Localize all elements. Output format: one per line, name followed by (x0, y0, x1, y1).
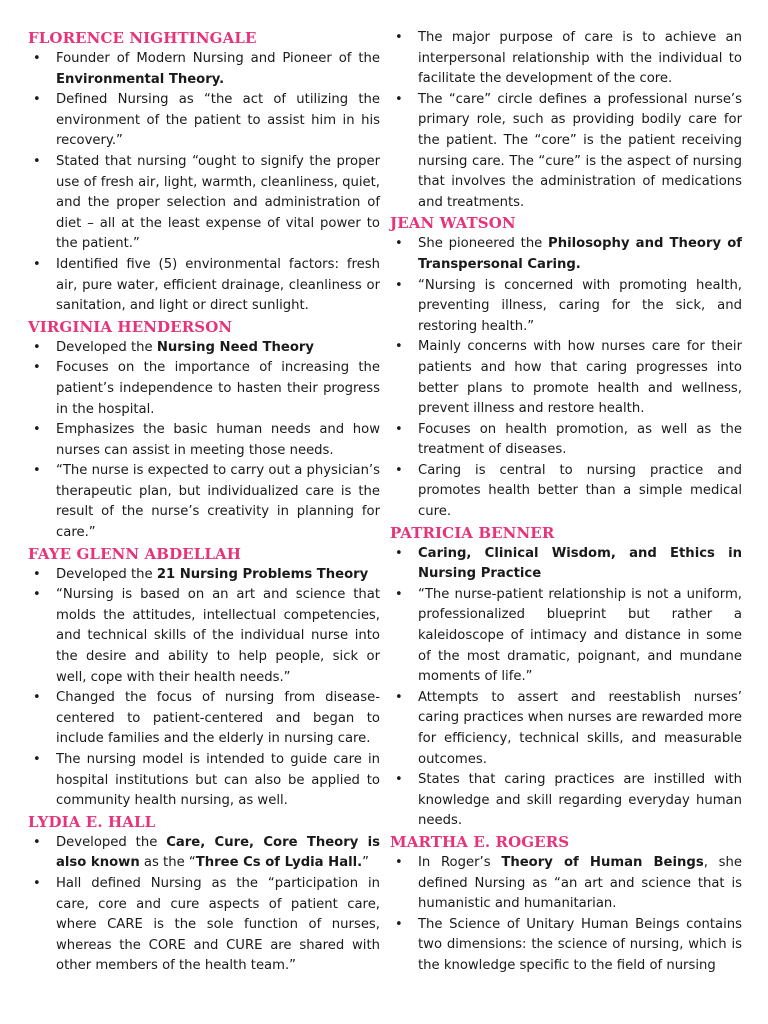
bullet-item: • The nursing model is intended to guide care in hospital institutions but can also be applied to community health nursing, as well. (28, 750, 380, 812)
bullet-item: • Mainly concerns with how nurses care for their patients and how that caring progresses into better plans to promote health and wellness, prevent illness and restore health. (390, 337, 742, 419)
bullet-list (390, 28, 742, 213)
bullet-item: • She pioneered the Philosophy and Theory of Transpersonal Caring. (390, 234, 742, 275)
bullet-list (28, 49, 380, 317)
bullet-item: • Focuses on the importance of increasing the patient’s independence to hasten their progress in the hospital. (28, 358, 380, 420)
bullet-item: • “The nurse is expected to carry out a physician’s therapeutic plan, but individualized care is the result of the nurse’s creativity in planning for care.” (28, 461, 380, 543)
bullet-item: • The “care” circle defines a professional nurse’s primary role, such as providing bodily care for the patient. The “core” is the patient receiving nursing care. The “cure” is the aspect of nursing that involves the administration of medications and treatments. (390, 90, 742, 214)
section-heading-virginia-henderson: VIRGINIA HENDERSON (28, 317, 233, 336)
section-heading-jean-watson: JEAN WATSON (390, 214, 516, 233)
bullet-item: • Hall defined Nursing as the “participation in care, core and cure aspects of patient care, where CARE is the sole function of nurses, whereas the CORE and CURE are shared with other members of the health team.” (28, 874, 380, 977)
bullet-list (390, 234, 742, 522)
left-column (28, 28, 380, 977)
section-heading-martha-e-rogers: MARTHA E. ROGERS (390, 832, 570, 851)
bullet-item: • States that caring practices are instilled with knowledge and skill regarding everyday human needs. (390, 770, 742, 832)
bullet-item: • Developed the 21 Nursing Problems Theory (28, 565, 380, 586)
bullet-item: • Emphasizes the basic human needs and how nurses can assist in meeting those needs. (28, 420, 380, 461)
bullet-list (28, 833, 380, 977)
bullet-item: • The major purpose of care is to achieve an interpersonal relationship with the individual to facilitate the development of the core. (390, 28, 742, 90)
bullet-item: • Developed the Care, Cure, Core Theory is also known as the “Three Cs of Lydia Hall.” (28, 833, 380, 874)
right-column (390, 28, 742, 977)
bullet-item: • Focuses on health promotion, as well as the treatment of diseases. (390, 420, 742, 461)
bullet-item: • “Nursing is concerned with promoting health, preventing illness, caring for the sick, and restoring health.” (390, 276, 742, 338)
bullet-list (28, 338, 380, 544)
bullet-item: • Stated that nursing “ought to signify the proper use of fresh air, light, warmth, cleanliness, quiet, and the proper selection and administration of diet – all at the least expense of vital power to the patient.” (28, 152, 380, 255)
section-heading-patricia-benner: PATRICIA BENNER (390, 523, 555, 542)
bullet-item: • The Science of Unitary Human Beings contains two dimensions: the science of nursing, which is the knowledge specific to the field of nursing (390, 915, 742, 977)
bullet-list (28, 565, 380, 812)
bullet-item: • In Roger’s Theory of Human Beings, she defined Nursing as “an art and science that is humanistic and humanitarian. (390, 853, 742, 915)
section-heading-faye-glenn-abdellah: FAYE GLENN ABDELLAH (28, 544, 242, 563)
bullet-item: • “Nursing is based on an art and science that molds the attitudes, intellectual competencies, and technical skills of the individual nurse into the desire and ability to help people, sick or well, cope with their health needs.” (28, 585, 380, 688)
bullet-item: • “The nurse-patient relationship is not a uniform, professionalized blueprint but rather a kaleidoscope of intimacy and distance in some of the most dramatic, poignant, and mundane moments of life.” (390, 585, 742, 688)
bullet-list (390, 544, 742, 832)
bullet-item: • Defined Nursing as “the act of utilizing the environment of the patient to assist him in his recovery.” (28, 90, 380, 152)
bullet-item: • Developed the Nursing Need Theory (28, 338, 380, 359)
bullet-item: • Identified five (5) environmental factors: fresh air, pure water, efficient drainage, cleanliness or sanitation, and light or direct sunlight. (28, 255, 380, 317)
bullet-item: • Caring is central to nursing practice and promotes health better than a simple medical cure. (390, 461, 742, 523)
bullet-item: • Attempts to assert and reestablish nurses’ caring practices when nurses are rewarded more for efficiency, technical skills, and measurable outcomes. (390, 688, 742, 770)
bullet-item: • Changed the focus of nursing from disease-centered to patient-centered and began to include families and the elderly in nursing care. (28, 688, 380, 750)
bullet-item: • Founder of Modern Nursing and Pioneer of the Environmental Theory. (28, 49, 380, 90)
section-heading-lydia-e-hall: LYDIA E. HALL (28, 812, 156, 831)
bullet-list (390, 853, 742, 977)
bullet-item: • Caring, Clinical Wisdom, and Ethics in Nursing Practice (390, 544, 742, 585)
section-heading-florence-nightingale: FLORENCE NIGHTINGALE (28, 29, 257, 47)
